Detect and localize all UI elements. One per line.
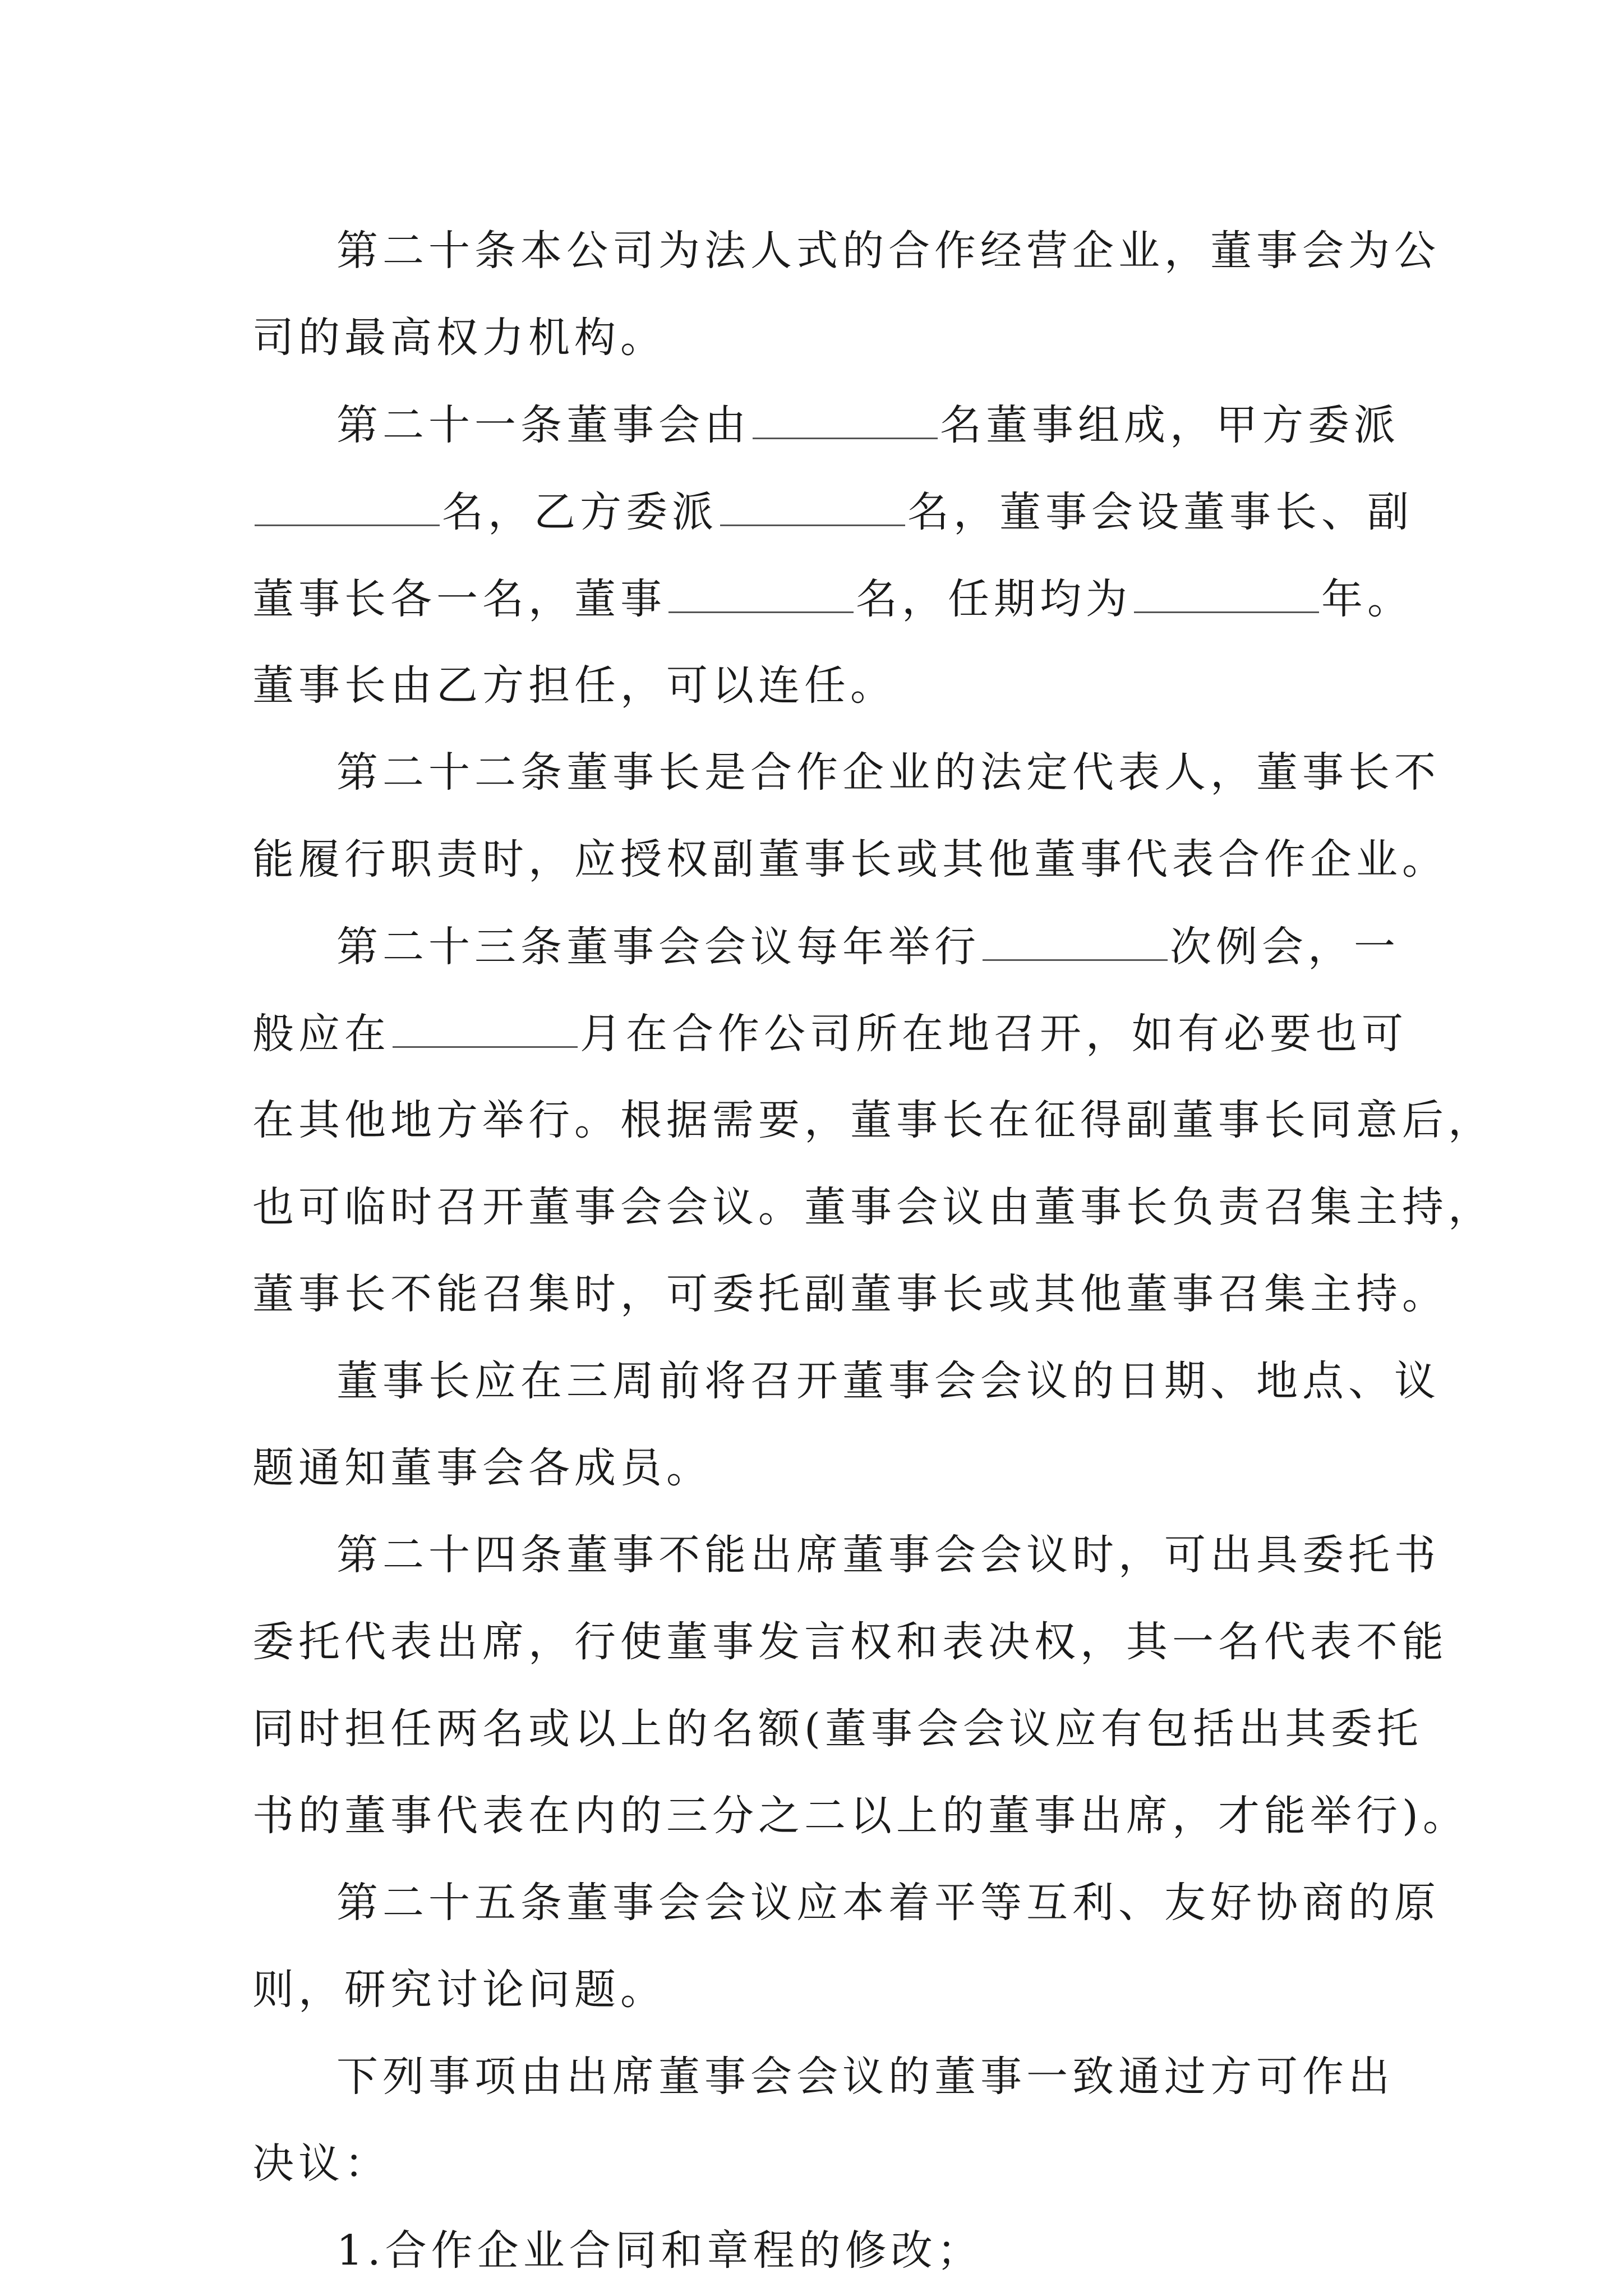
article-23-text: 第二十三条董事会会议每年举行 bbox=[336, 923, 980, 971]
article-21-line-2 bbox=[252, 468, 1413, 555]
article-25-line-2: 则，研究讨论问题。 bbox=[252, 1966, 666, 2014]
notice-line-1: 董事长应在三周前将召开董事会会议的日期、地点、议 bbox=[336, 1357, 1440, 1405]
article-21-text: 董事长各一名，董事 bbox=[252, 575, 666, 623]
article-21-text: 名，乙方委派 bbox=[442, 488, 718, 536]
article-23-text: 月在合作公司所在地召开，如有必要也可 bbox=[580, 1010, 1408, 1058]
article-21-text: 年。 bbox=[1321, 575, 1413, 623]
article-23-line-1 bbox=[252, 903, 1400, 990]
article-20-line-2: 司的最高权力机构。 bbox=[252, 314, 666, 362]
article-21-text: 名，任期均为 bbox=[856, 575, 1132, 623]
article-24-line-4: 书的董事代表在内的三分之二以上的董事出席，才能举行)。 bbox=[252, 1792, 1469, 1840]
blank-field bbox=[753, 381, 938, 439]
article-24-line-2: 委托代表出席，行使董事发言权和表决权，其一名代表不能 bbox=[252, 1618, 1448, 1666]
blank-field bbox=[393, 990, 578, 1048]
article-23-text: 般应在 bbox=[252, 1010, 390, 1058]
article-23-line-2 bbox=[252, 990, 1408, 1077]
article-21-line-3 bbox=[252, 555, 1413, 642]
article-21-text: 名，董事会设董事长、副 bbox=[907, 488, 1413, 536]
article-21-text: 第二十一条董事会由 bbox=[336, 401, 750, 449]
article-23-line-4: 也可临时召开董事会会议。董事会议由董事长负责召集主持， bbox=[252, 1183, 1494, 1231]
article-23-line-3: 在其他地方举行。根据需要，董事长在征得副董事长同意后， bbox=[252, 1096, 1494, 1144]
article-24-line-1: 第二十四条董事不能出席董事会会议时，可出具委托书 bbox=[336, 1531, 1440, 1579]
article-21-line-1 bbox=[252, 381, 1400, 468]
list-item: 1.合作企业合同和章程的修改； bbox=[336, 2226, 983, 2275]
blank-field bbox=[255, 468, 440, 526]
article-23-text: 次例会，一 bbox=[1170, 923, 1400, 971]
article-22-line-2: 能履行职责时，应授权副董事长或其他董事代表合作企业。 bbox=[252, 835, 1448, 884]
notice-line-2: 题通知董事会各成员。 bbox=[252, 1444, 712, 1492]
article-20-line-1: 第二十条本公司为法人式的合作经营企业，董事会为公 bbox=[336, 227, 1440, 275]
article-22-line-1: 第二十二条董事长是合作企业的法定代表人，董事长不 bbox=[336, 748, 1440, 797]
blank-field bbox=[668, 555, 854, 613]
article-21-line-4: 董事长由乙方担任，可以连任。 bbox=[252, 661, 896, 710]
article-23-line-5: 董事长不能召集时，可委托副董事长或其他董事召集主持。 bbox=[252, 1270, 1448, 1318]
unanimous-line-2: 决议： bbox=[252, 2139, 390, 2188]
article-21-text: 名董事组成，甲方委派 bbox=[940, 401, 1400, 449]
document-body bbox=[252, 208, 1494, 2294]
unanimous-line-1: 下列事项由出席董事会会议的董事一致通过方可作出 bbox=[336, 2053, 1394, 2101]
article-25-line-1: 第二十五条董事会会议应本着平等互利、友好协商的原 bbox=[336, 1879, 1440, 1927]
blank-field bbox=[983, 903, 1168, 961]
article-24-line-3: 同时担任两名或以上的名额(董事会会议应有包括出其委托 bbox=[252, 1705, 1423, 1753]
blank-field bbox=[720, 468, 905, 526]
blank-field bbox=[1134, 555, 1319, 613]
